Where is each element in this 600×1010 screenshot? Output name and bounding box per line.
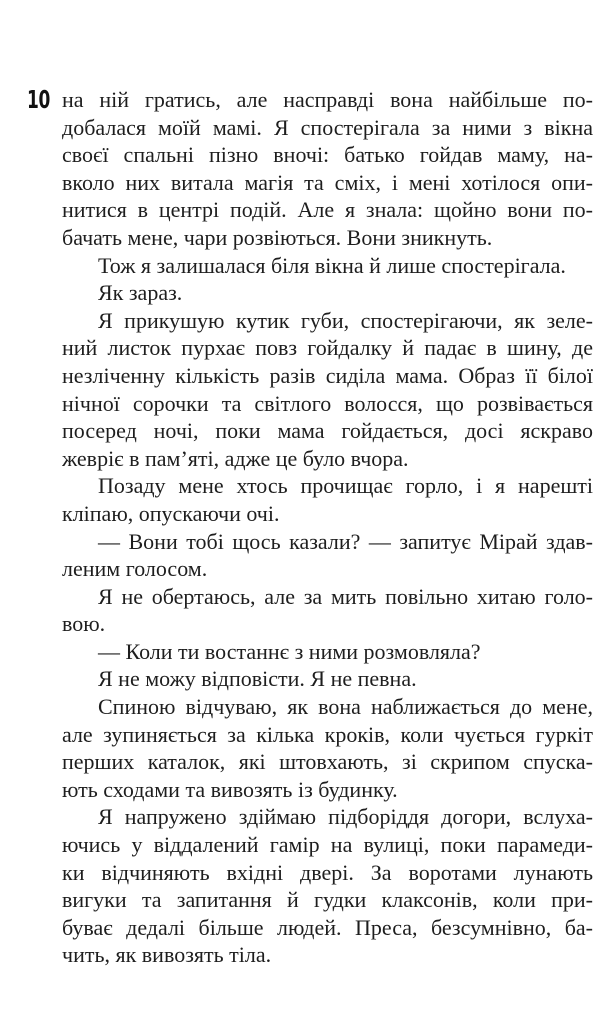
text-line: ки відчиняють вхідні двері. За воротами лунають <box>62 859 593 885</box>
text-line: ючись у віддалений гамір на вулиці, поки парамеди- <box>62 832 593 858</box>
paragraph <box>62 279 593 307</box>
text-line: бачать мене, чари розвіються. Вони зникнуть. <box>62 224 493 250</box>
text-line: вигуки та запитання й гудки клаксонів, коли при- <box>62 887 593 913</box>
paragraph <box>62 803 593 969</box>
text-line: — Вони тобі щось казали? — запитує Мірай здав- <box>98 528 593 554</box>
text-line: нитися в центрі подій. Але я знала: щойно вони по- <box>62 197 593 223</box>
paragraph <box>62 638 593 666</box>
text-line: чить, як вивозять тіла. <box>62 942 272 968</box>
text-line: але зупиняється за кілька кроків, коли чується гуркіт <box>62 721 593 747</box>
text-line: Спиною відчуваю, як вона наближається до мене, <box>98 694 593 720</box>
paragraph <box>62 528 593 583</box>
text-line: ний листок пурхає повз гойдалку й падає в шину, де <box>62 335 593 361</box>
text-line: кліпаю, опускаючи очі. <box>62 500 280 526</box>
text-line: добалася моїй мамі. Я спостерігала за ними з вікна <box>62 114 593 140</box>
text-line: Я не можу відповісти. Я не певна. <box>98 666 417 692</box>
text-line: нічної сорочки та світлого волосся, що розвівається <box>62 390 593 416</box>
text-line: перших каталок, які штовхають, зі скрипом спуска- <box>62 749 593 775</box>
paragraph <box>62 307 593 473</box>
text-line: незліченну кількість разів сиділа мама. Образ її білої <box>62 362 593 388</box>
paragraph <box>62 583 593 638</box>
body-text <box>62 86 593 969</box>
text-line: ють сходами та вивозять із будинку. <box>62 776 398 802</box>
text-line: своєї спальні пізно вночі: батько гойдав маму, на- <box>62 142 593 168</box>
text-line: леним голосом. <box>62 556 208 582</box>
text-line: вою. <box>62 611 106 637</box>
text-line: на ній гратись, але насправді вона найбільше по- <box>62 87 593 112</box>
paragraph <box>62 252 593 280</box>
text-line: посеред ночі, поки мама гойдається, досі яскраво <box>62 418 593 444</box>
paragraph <box>62 665 593 693</box>
text-line: Я напружено здіймаю підборіддя догори, вслуха- <box>98 804 593 830</box>
text-line: Я прикушую кутик губи, спостерігаючи, як зеле- <box>98 307 593 333</box>
text-line: Тож я залишалася біля вікна й лише спостерігала. <box>98 252 566 278</box>
text-line: вколо них витала магія та сміх, і мені хотілося опи- <box>62 169 593 195</box>
text-line: Я не обертаюсь, але за мить повільно хитаю голо- <box>98 583 593 609</box>
text-line: Як зараз. <box>98 280 183 306</box>
page-number: 10 <box>27 85 50 114</box>
paragraph <box>62 472 593 527</box>
text-line: жевріє в пам’яті, адже це було вчора. <box>62 445 409 471</box>
text-line: — Коли ти востаннє з ними розмовляла? <box>98 638 481 664</box>
paragraph <box>62 86 593 252</box>
text-line: Позаду мене хтось прочищає горло, і я нарешті <box>98 473 593 499</box>
text-line: буває дедалі більше людей. Преса, безсумнівно, ба- <box>62 914 593 940</box>
paragraph <box>62 693 593 803</box>
